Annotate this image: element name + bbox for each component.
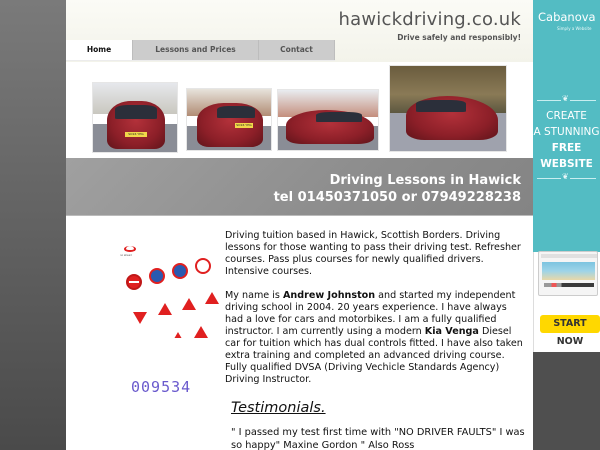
car-photo-side[interactable] bbox=[277, 89, 379, 151]
cabanova-ad[interactable] bbox=[533, 0, 600, 450]
car-photo-three-quarter[interactable] bbox=[389, 65, 507, 152]
ad-line-free: FREE bbox=[551, 142, 582, 154]
intro-paragraph: Driving tuition based in Hawick, Scottish Borders. Driving lessons for those wanting to pass their driving test. Refresher courses. Pass plus courses for newly qualified drivers. Intensive courses. bbox=[225, 230, 521, 277]
page-container bbox=[66, 0, 533, 450]
site-tagline: Drive safely and responsibly! bbox=[397, 33, 521, 42]
ad-top-panel bbox=[533, 0, 600, 252]
ornament-divider-icon bbox=[537, 178, 596, 179]
ornament-divider-icon bbox=[537, 100, 596, 101]
testimonial-text: " I passed my test first time with "NO DRIVER FAULTS" I was so happy" Maxine Gordon " Also Ross bbox=[231, 427, 525, 450]
main-nav bbox=[66, 40, 335, 60]
testimonials-heading: Testimonials. bbox=[231, 400, 326, 416]
site-title[interactable]: hawickdriving.co.uk bbox=[338, 9, 521, 30]
cabanova-logo[interactable]: Cabanova bbox=[538, 10, 596, 24]
ad-line-website: WEBSITE bbox=[540, 158, 593, 170]
nav-tab-contact[interactable]: Contact bbox=[259, 40, 335, 60]
car-model: Kia Venga bbox=[424, 326, 479, 337]
ad-line-stunning: A STUNNING bbox=[533, 126, 600, 138]
nav-divider bbox=[66, 60, 335, 61]
instructor-name: Andrew Johnston bbox=[282, 290, 376, 301]
road-signs-image: no ahead bbox=[116, 246, 221, 338]
website-preview-image bbox=[538, 251, 598, 296]
number-plate: SO16 YHG bbox=[125, 132, 147, 137]
visitor-counter: 009534 bbox=[131, 378, 192, 396]
start-now-button[interactable]: START NOW bbox=[540, 315, 600, 333]
number-plate: SO16 YHG bbox=[236, 123, 252, 127]
nav-tab-home[interactable]: Home bbox=[66, 40, 133, 60]
car-photo-rear[interactable] bbox=[186, 88, 272, 151]
ad-white-panel bbox=[533, 252, 600, 352]
car-photo-front[interactable] bbox=[92, 82, 178, 153]
cabanova-tagline: Simply a Website bbox=[557, 26, 592, 31]
ad-line-create: CREATE bbox=[546, 110, 587, 122]
about-paragraph: My name is Andrew Johnston and started my independent driving school in 2004. 20 years experience. I have always had a love for cars and motorbikes. I am a fully qualified instructor. I am currently using a modern Kia Venga Diesel car for tuition which has dual controls fitted. I have also taken extra training and completed an advanced driving course. Fully qualified DVSA (Driving Vechicle Standards Agency) Driving Instructor. bbox=[225, 290, 523, 385]
nav-tab-lessons-and-prices[interactable]: Lessons and Prices bbox=[133, 40, 259, 60]
banner-phone: tel 01450371050 or 07949228238 bbox=[273, 190, 521, 205]
main-content bbox=[225, 230, 525, 450]
banner-headline: Driving Lessons in Hawick bbox=[329, 173, 521, 188]
ad-bottom-panel bbox=[533, 352, 600, 450]
site-header bbox=[66, 0, 533, 62]
headline-banner bbox=[66, 158, 533, 216]
